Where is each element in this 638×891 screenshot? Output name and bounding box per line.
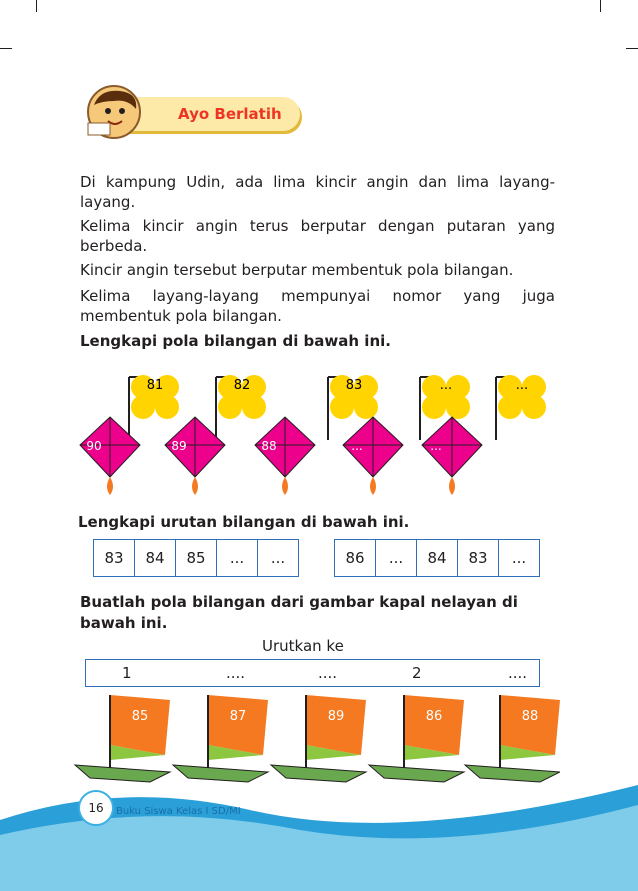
windmill: [496, 375, 546, 440]
exercise2-instruction: Lengkapi urutan bilangan di bawah ini.: [78, 513, 410, 531]
windmill-number: ...: [515, 378, 529, 393]
sequence-cell: 85: [176, 540, 217, 576]
crop-mark: [626, 48, 638, 49]
kite-number: ...: [430, 439, 442, 453]
crop-mark: [36, 0, 37, 12]
boat-number: 87: [229, 709, 247, 724]
kite-number: ...: [351, 439, 363, 453]
kite-number: 89: [171, 439, 187, 453]
sequence-cell: 83: [458, 540, 499, 576]
order-slot[interactable]: ....: [226, 664, 246, 682]
windmill-number: 83: [345, 378, 363, 393]
windmill: [216, 375, 266, 440]
sequence-cell[interactable]: ...: [217, 540, 258, 576]
sequence-row-2: [334, 539, 540, 577]
kite: [80, 417, 140, 495]
intro-paragraph: Di kampung Udin, ada lima kincir angin dan lima layang-layang.: [80, 173, 555, 211]
boats-illustration: [70, 690, 560, 790]
boat-number: 86: [425, 709, 443, 724]
kite-number: 88: [261, 439, 277, 453]
book-title: Buku Siswa Kelas I SD/MI: [116, 806, 241, 817]
sequence-row-1: [93, 539, 299, 577]
order-slot[interactable]: ....: [508, 664, 528, 682]
kite: [343, 417, 403, 495]
order-slot: 2: [412, 664, 422, 682]
boat: [271, 695, 366, 782]
crop-mark: [0, 48, 12, 49]
boat: [369, 695, 464, 782]
intro-paragraph: Kelima layang-layang mempunyai nomor yang juga membentuk pola bilangan.: [80, 287, 555, 325]
boat-number: 88: [521, 709, 539, 724]
order-slot: 1: [122, 664, 132, 682]
windmill: [129, 375, 179, 440]
section-header: [80, 85, 300, 135]
sequence-cell[interactable]: ...: [270, 549, 286, 567]
exercise1-instruction: Lengkapi pola bilangan di bawah ini.: [80, 332, 391, 350]
boat-number: 85: [131, 709, 149, 724]
kite: [255, 417, 315, 495]
page-number: 16: [78, 790, 114, 826]
intro-paragraph: Kelima kincir angin terus berputar dengan putaran yang berbeda.: [80, 217, 555, 255]
header-banner: [128, 97, 300, 131]
sequence-cell: 86: [335, 540, 376, 576]
windmill-number: 82: [233, 378, 251, 393]
crop-mark: [600, 0, 601, 12]
sequence-cell: 84: [417, 540, 458, 576]
page-title: Ayo Berlatih: [178, 105, 282, 123]
sequence-cell[interactable]: ...: [511, 549, 527, 567]
kid-reading-icon: [80, 85, 148, 139]
sequence-cell: 84: [135, 540, 176, 576]
exercise3-instruction: Buatlah pola bilangan dari gambar kapal nelayan di bawah ini.: [80, 593, 518, 632]
boat: [75, 695, 170, 782]
kite: [422, 417, 482, 495]
intro-paragraph: Kincir angin tersebut berputar membentuk pola bilangan.: [80, 261, 514, 279]
order-slot[interactable]: ....: [318, 664, 338, 682]
windmill-number: ...: [439, 378, 453, 393]
boat: [173, 695, 268, 782]
kites-windmills-illustration: [70, 365, 560, 505]
boat: [465, 695, 560, 782]
sort-label: Urutkan ke: [262, 637, 344, 655]
windmill-number: 81: [146, 378, 164, 393]
sequence-cell[interactable]: ...: [376, 540, 417, 576]
order-box: [85, 659, 540, 687]
sequence-cell: 83: [94, 540, 135, 576]
kite-number: 90: [86, 439, 102, 453]
boat-number: 89: [327, 709, 345, 724]
